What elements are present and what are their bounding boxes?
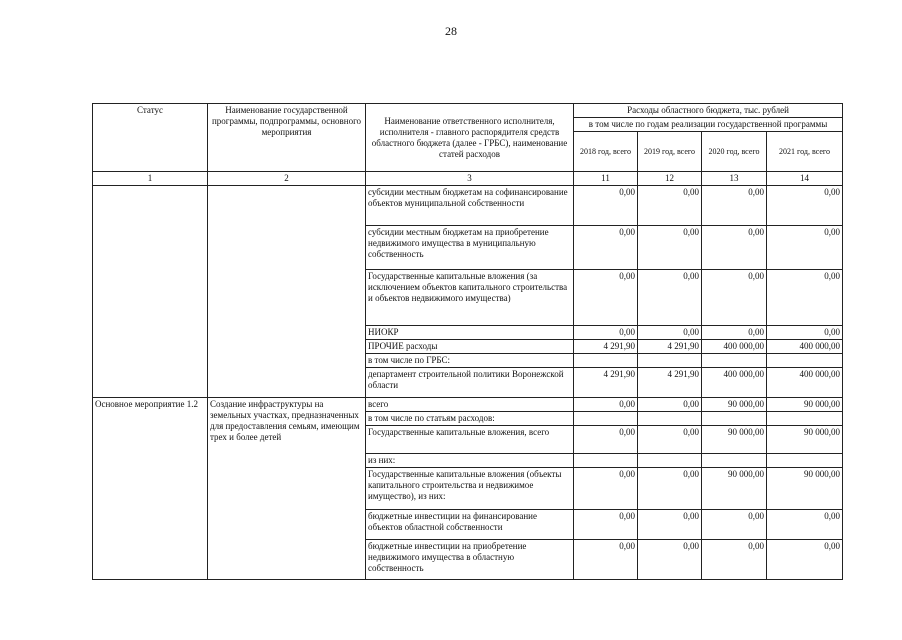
value-2018: 0,00 bbox=[574, 270, 638, 326]
row-label: субсидии местным бюджетам на приобретение недвижимого имущества в муниципальную собственность bbox=[366, 226, 574, 270]
column-number: 12 bbox=[638, 172, 702, 186]
value-2019 bbox=[638, 454, 702, 468]
value-2018: 4 291,90 bbox=[574, 340, 638, 354]
column-number: 14 bbox=[767, 172, 843, 186]
row-label: в том числе по ГРБС: bbox=[366, 354, 574, 368]
budget-table bbox=[92, 103, 843, 580]
value-2020: 90 000,00 bbox=[702, 468, 767, 510]
value-2021: 0,00 bbox=[767, 226, 843, 270]
value-2021: 0,00 bbox=[767, 270, 843, 326]
row-label: Государственные капитальные вложения (за исключением объектов капитального строительства и объектов недвижимого имущества) bbox=[366, 270, 574, 326]
value-2018: 0,00 bbox=[574, 398, 638, 412]
value-2019: 0,00 bbox=[638, 510, 702, 540]
column-number: 1 bbox=[93, 172, 208, 186]
page-number: 28 bbox=[445, 24, 457, 38]
value-2019: 4 291,90 bbox=[638, 368, 702, 398]
value-2020 bbox=[702, 454, 767, 468]
value-2021 bbox=[767, 412, 843, 426]
value-2020: 400 000,00 bbox=[702, 368, 767, 398]
value-2018: 0,00 bbox=[574, 326, 638, 340]
header-by-years: в том числе по годам реализации государственной программы bbox=[574, 118, 843, 132]
value-2019: 4 291,90 bbox=[638, 340, 702, 354]
value-2019 bbox=[638, 354, 702, 368]
row-label: Государственные капитальные вложения, всего bbox=[366, 426, 574, 454]
value-2018: 0,00 bbox=[574, 186, 638, 226]
value-2019: 0,00 bbox=[638, 226, 702, 270]
value-2018 bbox=[574, 412, 638, 426]
column-number: 13 bbox=[702, 172, 767, 186]
header-year-2020: 2020 год, всего bbox=[702, 132, 767, 172]
value-2018: 0,00 bbox=[574, 510, 638, 540]
value-2019 bbox=[638, 412, 702, 426]
value-2020: 0,00 bbox=[702, 326, 767, 340]
row-label: из них: bbox=[366, 454, 574, 468]
value-2018: 0,00 bbox=[574, 540, 638, 580]
row-label: в том числе по статьям расходов: bbox=[366, 412, 574, 426]
value-2021 bbox=[767, 354, 843, 368]
table-row bbox=[93, 398, 843, 412]
value-2021: 0,00 bbox=[767, 510, 843, 540]
program-cell-empty bbox=[208, 186, 366, 398]
row-label: НИОКР bbox=[366, 326, 574, 340]
value-2021: 90 000,00 bbox=[767, 426, 843, 454]
header-program-name: Наименование государственной программы, подпрограммы, основного мероприятия bbox=[208, 104, 366, 172]
value-2018: 0,00 bbox=[574, 426, 638, 454]
value-2021: 0,00 bbox=[767, 540, 843, 580]
header-expenses: Расходы областного бюджета, тыс. рублей bbox=[574, 104, 843, 118]
header-year-2018: 2018 год, всего bbox=[574, 132, 638, 172]
status-cell-empty bbox=[93, 186, 208, 398]
column-number: 2 bbox=[208, 172, 366, 186]
value-2018: 0,00 bbox=[574, 468, 638, 510]
event-status: Основное мероприятие 1.2 bbox=[93, 398, 208, 580]
column-number: 11 bbox=[574, 172, 638, 186]
value-2019: 0,00 bbox=[638, 426, 702, 454]
value-2019: 0,00 bbox=[638, 186, 702, 226]
row-label: бюджетные инвестиции на приобретение недвижимого имущества в областную собственность bbox=[366, 540, 574, 580]
row-label: бюджетные инвестиции на финансирование объектов областной собственности bbox=[366, 510, 574, 540]
value-2018 bbox=[574, 354, 638, 368]
row-label: ПРОЧИЕ расходы bbox=[366, 340, 574, 354]
value-2021: 400 000,00 bbox=[767, 340, 843, 354]
column-numbers-row bbox=[93, 172, 843, 186]
row-label: департамент строительной политики Воронежской области bbox=[366, 368, 574, 398]
value-2020: 0,00 bbox=[702, 186, 767, 226]
header-year-2021: 2021 год, всего bbox=[767, 132, 843, 172]
table-row bbox=[93, 186, 843, 226]
column-number: 3 bbox=[366, 172, 574, 186]
header-year-2019: 2019 год, всего bbox=[638, 132, 702, 172]
value-2019: 0,00 bbox=[638, 540, 702, 580]
row-label: всего bbox=[366, 398, 574, 412]
value-2021: 90 000,00 bbox=[767, 468, 843, 510]
value-2021: 90 000,00 bbox=[767, 398, 843, 412]
value-2021: 0,00 bbox=[767, 326, 843, 340]
value-2020: 0,00 bbox=[702, 540, 767, 580]
value-2020: 0,00 bbox=[702, 226, 767, 270]
value-2020: 0,00 bbox=[702, 270, 767, 326]
value-2018 bbox=[574, 454, 638, 468]
header-status: Статус bbox=[93, 104, 208, 172]
value-2018: 4 291,90 bbox=[574, 368, 638, 398]
event-name: Создание инфраструктуры на земельных участках, предназначенных для предоставления семьям, имеющим трех и более детей bbox=[208, 398, 366, 580]
value-2019: 0,00 bbox=[638, 326, 702, 340]
value-2020: 0,00 bbox=[702, 510, 767, 540]
value-2020: 90 000,00 bbox=[702, 426, 767, 454]
header-executor: Наименование ответственного исполнителя, исполнителя - главного распорядителя средств областного бюджета (далее - ГРБС), наименование статей расходов bbox=[366, 104, 574, 172]
value-2021: 400 000,00 bbox=[767, 368, 843, 398]
row-label: субсидии местным бюджетам на софинансирование объектов муниципальной собственности bbox=[366, 186, 574, 226]
value-2018: 0,00 bbox=[574, 226, 638, 270]
row-label: Государственные капитальные вложения (объекты капитального строительства и недвижимое имущество), из них: bbox=[366, 468, 574, 510]
value-2021: 0,00 bbox=[767, 186, 843, 226]
value-2019: 0,00 bbox=[638, 468, 702, 510]
value-2019: 0,00 bbox=[638, 398, 702, 412]
value-2020 bbox=[702, 354, 767, 368]
value-2020 bbox=[702, 412, 767, 426]
value-2021 bbox=[767, 454, 843, 468]
value-2020: 400 000,00 bbox=[702, 340, 767, 354]
value-2020: 90 000,00 bbox=[702, 398, 767, 412]
value-2019: 0,00 bbox=[638, 270, 702, 326]
